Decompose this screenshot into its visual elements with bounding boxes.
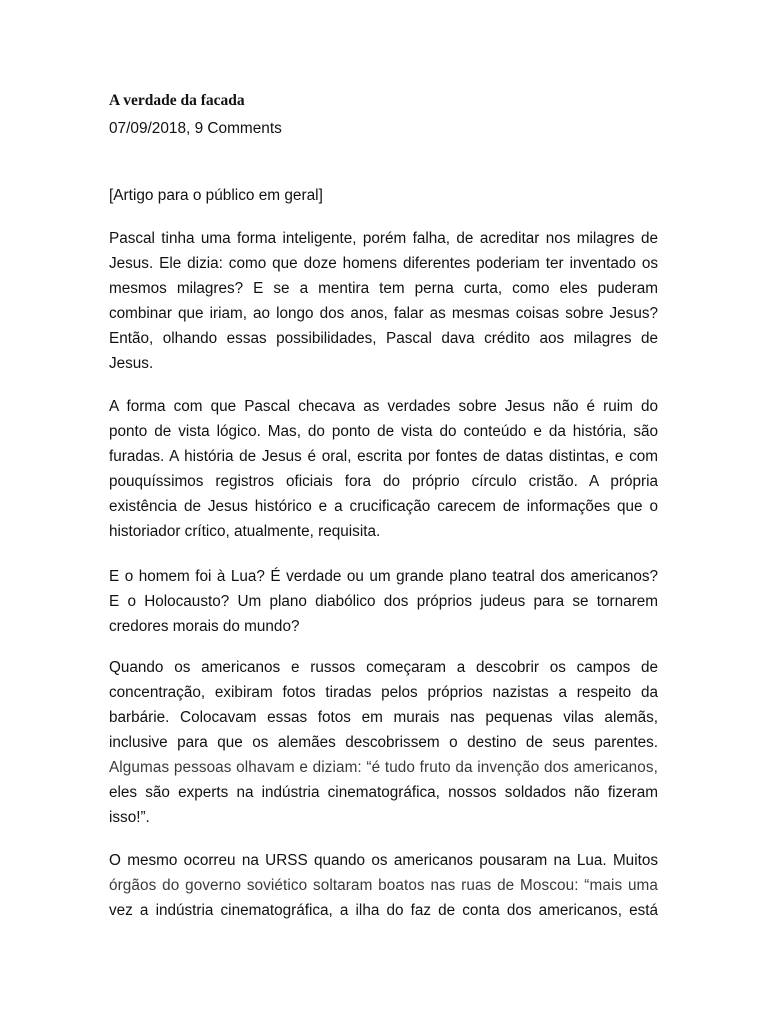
text-line: mesmos milagres? E se a mentira tem perna curta, como eles puderam [109,279,658,297]
text-line: A forma com que Pascal checava as verdades sobre Jesus não é ruim do [109,397,658,415]
text-line: barbárie. Colocavam essas fotos em murais nas pequenas vilas alemãs, [109,708,658,726]
article-date-comments: 07/09/2018, 9 Comments [109,119,282,137]
text-line: Jesus. Ele dizia: como que doze homens diferentes poderiam ter inventado os [109,254,658,272]
text-line: E o homem foi à Lua? É verdade ou um grande plano teatral dos americanos? [109,567,658,585]
text-line: pouquíssimos registros oficiais fora do próprio círculo cristão. A própria [109,472,658,490]
text-line: historiador crítico, atualmente, requisita. [109,522,381,540]
text-line: Algumas pessoas olhavam e diziam: “é tudo fruto da invenção dos americanos, [109,758,658,776]
text-line: ponto de vista lógico. Mas, do ponto de vista do conteúdo e da história, são [109,422,658,440]
text-line: Pascal tinha uma forma inteligente, porém falha, de acreditar nos milagres de [109,229,658,247]
article [109,88,658,923]
text-line: E o Holocausto? Um plano diabólico dos próprios judeus para se tornarem [109,592,658,610]
article-title: A verdade da facada [109,91,245,109]
text-line: Jesus. [109,354,154,372]
text-line: Então, olhando essas possibilidades, Pascal dava crédito aos milagres de [109,329,658,347]
audience-note: [Artigo para o público em geral] [109,186,323,204]
text-line: O mesmo ocorreu na URSS quando os americanos pousaram na Lua. Muitos [109,851,658,869]
text-line: furadas. A história de Jesus é oral, escrita por fontes de datas distintas, e com [109,447,658,465]
text-line: vez a indústria cinematográfica, a ilha do faz de conta dos americanos, está [109,901,658,919]
paragraph-2 [109,394,658,544]
text-line: inclusive para que os alemães descobrissem o destino de seus parentes. [109,733,658,751]
text-line: Quando os americanos e russos começaram a descobrir os campos de [109,658,658,676]
text-line: eles são experts na indústria cinematográfica, nossos soldados não fizeram [109,783,658,801]
paragraph-5 [109,848,658,923]
paragraph-3 [109,564,658,639]
text-line: credores morais do mundo? [109,617,300,635]
text-line: combinar que iriam, ao longo dos anos, falar as mesmas coisas sobre Jesus? [109,304,658,322]
text-line: isso!”. [109,808,150,826]
text-line: concentração, exibiram fotos tiradas pelos próprios nazistas a respeito da [109,683,658,701]
paragraph-4 [109,655,658,830]
paragraph-1 [109,226,658,376]
text-line: existência de Jesus histórico e a crucificação carecem de informações que o [109,497,658,515]
text-line: órgãos do governo soviético soltaram boatos nas ruas de Moscou: “mais uma [109,876,658,894]
